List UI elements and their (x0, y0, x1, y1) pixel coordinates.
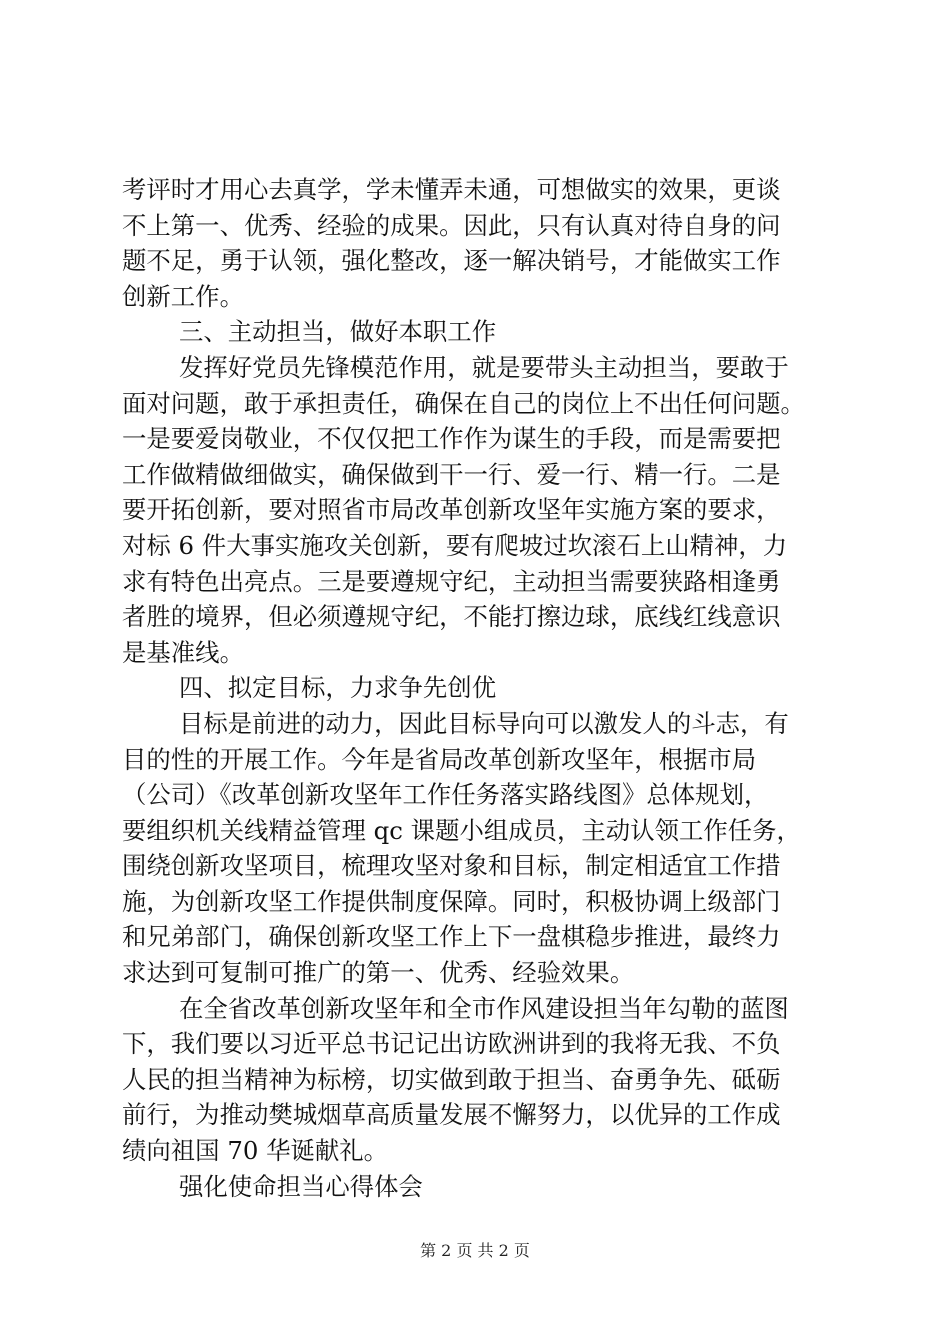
text-line: 强化使命担当心得体会 (179, 1171, 423, 1201)
text-line: 施，为创新攻坚工作提供制度保障。同时，积极协调上级部门 (122, 886, 781, 916)
text-line: 下，我们要以习近平总书记记出访欧洲讲到的我将无我、不负 (122, 1029, 781, 1059)
text-line: 绩向祖国 70 华诞献礼。 (122, 1136, 389, 1166)
text-line: 和兄弟部门，确保创新攻坚工作上下一盘棋稳步推进，最终力 (122, 922, 781, 952)
text-line: 四、拟定目标，力求争先创优 (179, 673, 497, 703)
text-line: 不上第一、优秀、经验的成果。因此，只有认真对待自身的问 (122, 210, 781, 240)
text-line: 要开拓创新，要对照省市局改革创新攻坚年实施方案的要求， (122, 495, 781, 525)
text-line: （公司）《改革创新攻坚年工作任务落实路线图》总体规划， (122, 780, 769, 810)
text-line: 面对问题，敢于承担责任，确保在自己的岗位上不出任何问题。 (122, 388, 805, 418)
text-line: 目的性的开展工作。今年是省局改革创新攻坚年，根据市局 (122, 744, 757, 774)
text-line: 在全省改革创新攻坚年和全市作风建设担当年勾勒的蓝图 (179, 993, 789, 1023)
text-line: 围绕创新攻坚项目，梳理攻坚对象和目标，制定相适宜工作措 (122, 851, 781, 881)
text-line: 一是要爱岗敬业，不仅仅把工作作为谋生的手段，而是需要把 (122, 424, 781, 454)
page-footer: 第 2 页 共 2 页 (420, 1241, 530, 1260)
text-line: 求有特色出亮点。三是要遵规守纪，主动担当需要狭路相逢勇 (122, 566, 781, 596)
text-line: 对标 6 件大事实施攻关创新，要有爬坡过坎滚石上山精神，力 (122, 530, 788, 560)
document-body (122, 172, 832, 1204)
text-line: 目标是前进的动力，因此目标导向可以激发人的斗志，有 (179, 708, 789, 738)
text-line: 要组织机关线精益管理 qc 课题小组成员，主动认领工作任务， (122, 815, 801, 845)
text-line: 三、主动担当，做好本职工作 (179, 317, 497, 347)
text-line: 创新工作。 (122, 281, 244, 311)
text-line: 工作做精做细做实，确保做到干一行、爱一行、精一行。二是 (122, 459, 781, 489)
text-line: 是基准线。 (122, 637, 244, 667)
text-line: 求达到可复制可推广的第一、优秀、经验效果。 (122, 958, 635, 988)
text-line: 发挥好党员先锋模范作用，就是要带头主动担当，要敢于 (179, 352, 789, 382)
text-line: 人民的担当精神为标榜，切实做到敢于担当、奋勇争先、砥砺 (122, 1064, 781, 1094)
text-line: 考评时才用心去真学，学未懂弄未通，可想做实的效果，更谈 (122, 175, 781, 204)
text-line: 者胜的境界，但必须遵规守纪，不能打擦边球，底线红线意识 (122, 602, 781, 632)
text-line: 前行，为推动樊城烟草高质量发展不懈努力，以优异的工作成 (122, 1100, 781, 1130)
text-line: 题不足，勇于认领，强化整改，逐一解决销号，才能做实工作 (122, 246, 781, 276)
